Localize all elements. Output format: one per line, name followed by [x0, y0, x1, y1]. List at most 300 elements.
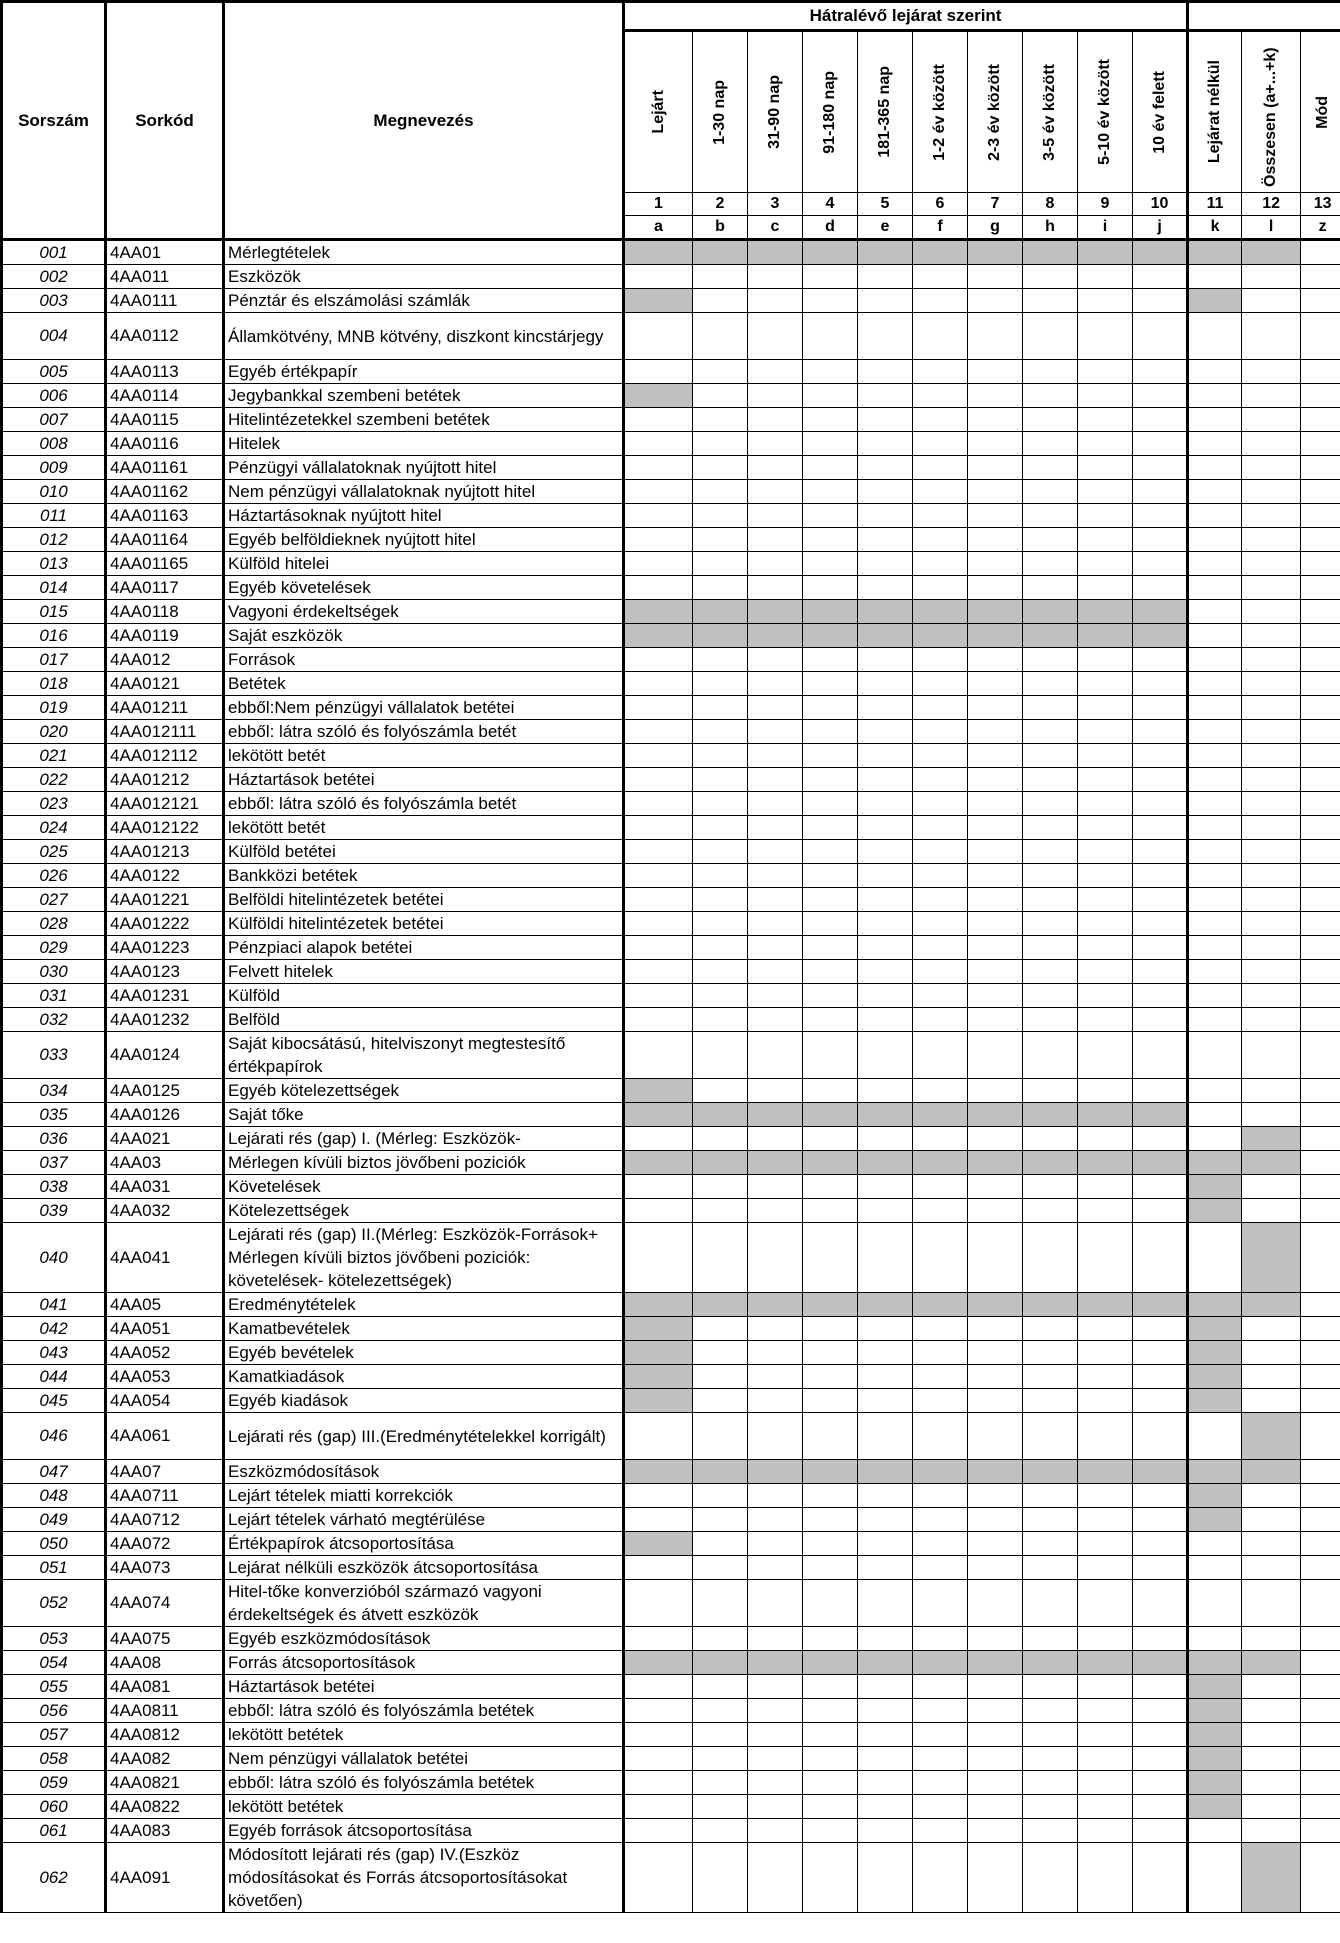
- input-cell[interactable]: [1242, 1675, 1301, 1699]
- input-cell[interactable]: [624, 1127, 693, 1151]
- input-cell[interactable]: [1023, 696, 1078, 720]
- input-cell[interactable]: [968, 1127, 1023, 1151]
- input-cell[interactable]: [693, 1747, 748, 1771]
- input-cell[interactable]: [803, 1699, 858, 1723]
- input-cell[interactable]: [1023, 912, 1078, 936]
- input-cell[interactable]: [968, 1771, 1023, 1795]
- input-cell[interactable]: [913, 408, 968, 432]
- input-cell[interactable]: [913, 504, 968, 528]
- input-cell[interactable]: [1242, 1627, 1301, 1651]
- input-cell[interactable]: [1078, 1032, 1133, 1079]
- input-cell[interactable]: [968, 1484, 1023, 1508]
- input-cell[interactable]: [913, 1199, 968, 1223]
- input-cell[interactable]: [1301, 1675, 1340, 1699]
- input-cell[interactable]: [1242, 1199, 1301, 1223]
- input-cell[interactable]: [968, 480, 1023, 504]
- input-cell[interactable]: [624, 1008, 693, 1032]
- input-cell[interactable]: [1188, 792, 1242, 816]
- input-cell[interactable]: [1133, 1747, 1188, 1771]
- input-cell[interactable]: [1242, 840, 1301, 864]
- input-cell[interactable]: [1023, 1723, 1078, 1747]
- input-cell[interactable]: [913, 480, 968, 504]
- input-cell[interactable]: [858, 840, 913, 864]
- input-cell[interactable]: [913, 313, 968, 360]
- input-cell[interactable]: [1023, 1843, 1078, 1913]
- input-cell[interactable]: [1188, 1627, 1242, 1651]
- input-cell[interactable]: [624, 960, 693, 984]
- input-cell[interactable]: [913, 552, 968, 576]
- input-cell[interactable]: [968, 816, 1023, 840]
- input-cell[interactable]: [1023, 1699, 1078, 1723]
- input-cell[interactable]: [803, 1127, 858, 1151]
- input-cell[interactable]: [624, 408, 693, 432]
- input-cell[interactable]: [1188, 1079, 1242, 1103]
- input-cell[interactable]: [913, 456, 968, 480]
- input-cell[interactable]: [1078, 1223, 1133, 1293]
- input-cell[interactable]: [748, 864, 803, 888]
- input-cell[interactable]: [1301, 1484, 1340, 1508]
- input-cell[interactable]: [1133, 1223, 1188, 1293]
- input-cell[interactable]: [803, 360, 858, 384]
- input-cell[interactable]: [968, 1317, 1023, 1341]
- input-cell[interactable]: [968, 1819, 1023, 1843]
- input-cell[interactable]: [1078, 960, 1133, 984]
- input-cell[interactable]: [1301, 1199, 1340, 1223]
- input-cell[interactable]: [693, 432, 748, 456]
- input-cell[interactable]: [1078, 1723, 1133, 1747]
- input-cell[interactable]: [968, 1580, 1023, 1627]
- input-cell[interactable]: [1078, 1413, 1133, 1460]
- input-cell[interactable]: [748, 265, 803, 289]
- input-cell[interactable]: [1242, 888, 1301, 912]
- input-cell[interactable]: [748, 1771, 803, 1795]
- input-cell[interactable]: [748, 1795, 803, 1819]
- input-cell[interactable]: [913, 1771, 968, 1795]
- input-cell[interactable]: [693, 1317, 748, 1341]
- input-cell[interactable]: [913, 1365, 968, 1389]
- input-cell[interactable]: [1188, 360, 1242, 384]
- input-cell[interactable]: [1242, 1389, 1301, 1413]
- input-cell[interactable]: [858, 1795, 913, 1819]
- input-cell[interactable]: [803, 456, 858, 480]
- input-cell[interactable]: [1301, 528, 1340, 552]
- input-cell[interactable]: [913, 672, 968, 696]
- input-cell[interactable]: [1023, 936, 1078, 960]
- input-cell[interactable]: [693, 360, 748, 384]
- input-cell[interactable]: [1023, 1819, 1078, 1843]
- input-cell[interactable]: [748, 1699, 803, 1723]
- input-cell[interactable]: [1188, 864, 1242, 888]
- input-cell[interactable]: [858, 1675, 913, 1699]
- input-cell[interactable]: [1301, 984, 1340, 1008]
- input-cell[interactable]: [858, 816, 913, 840]
- input-cell[interactable]: [1133, 1389, 1188, 1413]
- input-cell[interactable]: [1078, 360, 1133, 384]
- input-cell[interactable]: [1242, 864, 1301, 888]
- input-cell[interactable]: [858, 912, 913, 936]
- input-cell[interactable]: [693, 1771, 748, 1795]
- input-cell[interactable]: [1078, 1675, 1133, 1699]
- input-cell[interactable]: [1242, 720, 1301, 744]
- input-cell[interactable]: [1133, 1843, 1188, 1913]
- input-cell[interactable]: [1133, 528, 1188, 552]
- input-cell[interactable]: [1188, 984, 1242, 1008]
- input-cell[interactable]: [1242, 1795, 1301, 1819]
- input-cell[interactable]: [858, 1747, 913, 1771]
- input-cell[interactable]: [1188, 1223, 1242, 1293]
- input-cell[interactable]: [1188, 1843, 1242, 1913]
- input-cell[interactable]: [1188, 600, 1242, 624]
- input-cell[interactable]: [1023, 408, 1078, 432]
- input-cell[interactable]: [1023, 672, 1078, 696]
- input-cell[interactable]: [858, 504, 913, 528]
- input-cell[interactable]: [624, 696, 693, 720]
- input-cell[interactable]: [1133, 1675, 1188, 1699]
- input-cell[interactable]: [968, 1699, 1023, 1723]
- input-cell[interactable]: [1301, 1723, 1340, 1747]
- input-cell[interactable]: [1301, 1103, 1340, 1127]
- input-cell[interactable]: [1301, 648, 1340, 672]
- input-cell[interactable]: [693, 528, 748, 552]
- input-cell[interactable]: [1133, 792, 1188, 816]
- input-cell[interactable]: [624, 1723, 693, 1747]
- input-cell[interactable]: [913, 816, 968, 840]
- input-cell[interactable]: [1188, 576, 1242, 600]
- input-cell[interactable]: [624, 360, 693, 384]
- input-cell[interactable]: [913, 384, 968, 408]
- input-cell[interactable]: [968, 1723, 1023, 1747]
- input-cell[interactable]: [1133, 432, 1188, 456]
- input-cell[interactable]: [748, 648, 803, 672]
- input-cell[interactable]: [1242, 1723, 1301, 1747]
- input-cell[interactable]: [858, 313, 913, 360]
- input-cell[interactable]: [968, 456, 1023, 480]
- input-cell[interactable]: [968, 1008, 1023, 1032]
- input-cell[interactable]: [693, 1580, 748, 1627]
- input-cell[interactable]: [748, 744, 803, 768]
- input-cell[interactable]: [1242, 744, 1301, 768]
- input-cell[interactable]: [858, 1723, 913, 1747]
- input-cell[interactable]: [693, 984, 748, 1008]
- input-cell[interactable]: [913, 1127, 968, 1151]
- input-cell[interactable]: [1078, 720, 1133, 744]
- input-cell[interactable]: [1023, 480, 1078, 504]
- input-cell[interactable]: [748, 480, 803, 504]
- input-cell[interactable]: [1133, 744, 1188, 768]
- input-cell[interactable]: [968, 984, 1023, 1008]
- input-cell[interactable]: [624, 672, 693, 696]
- input-cell[interactable]: [1242, 696, 1301, 720]
- input-cell[interactable]: [968, 1365, 1023, 1389]
- input-cell[interactable]: [968, 1843, 1023, 1913]
- input-cell[interactable]: [748, 1484, 803, 1508]
- input-cell[interactable]: [968, 888, 1023, 912]
- input-cell[interactable]: [1188, 552, 1242, 576]
- input-cell[interactable]: [1242, 1317, 1301, 1341]
- input-cell[interactable]: [693, 864, 748, 888]
- input-cell[interactable]: [693, 816, 748, 840]
- input-cell[interactable]: [968, 408, 1023, 432]
- input-cell[interactable]: [968, 576, 1023, 600]
- input-cell[interactable]: [1301, 265, 1340, 289]
- input-cell[interactable]: [968, 1556, 1023, 1580]
- input-cell[interactable]: [1133, 768, 1188, 792]
- input-cell[interactable]: [1242, 792, 1301, 816]
- input-cell[interactable]: [624, 888, 693, 912]
- input-cell[interactable]: [1188, 408, 1242, 432]
- input-cell[interactable]: [913, 1317, 968, 1341]
- input-cell[interactable]: [1301, 1008, 1340, 1032]
- input-cell[interactable]: [913, 1413, 968, 1460]
- input-cell[interactable]: [748, 1556, 803, 1580]
- input-cell[interactable]: [1078, 648, 1133, 672]
- input-cell[interactable]: [1188, 1819, 1242, 1843]
- input-cell[interactable]: [803, 504, 858, 528]
- input-cell[interactable]: [1133, 1199, 1188, 1223]
- input-cell[interactable]: [803, 1413, 858, 1460]
- input-cell[interactable]: [693, 1819, 748, 1843]
- input-cell[interactable]: [968, 432, 1023, 456]
- input-cell[interactable]: [1023, 1747, 1078, 1771]
- input-cell[interactable]: [803, 1843, 858, 1913]
- input-cell[interactable]: [858, 1508, 913, 1532]
- input-cell[interactable]: [1023, 1413, 1078, 1460]
- input-cell[interactable]: [1188, 456, 1242, 480]
- input-cell[interactable]: [858, 984, 913, 1008]
- input-cell[interactable]: [858, 1627, 913, 1651]
- input-cell[interactable]: [748, 384, 803, 408]
- input-cell[interactable]: [1078, 1389, 1133, 1413]
- input-cell[interactable]: [968, 912, 1023, 936]
- input-cell[interactable]: [968, 504, 1023, 528]
- input-cell[interactable]: [858, 384, 913, 408]
- input-cell[interactable]: [1078, 1079, 1133, 1103]
- input-cell[interactable]: [693, 1127, 748, 1151]
- input-cell[interactable]: [1301, 384, 1340, 408]
- input-cell[interactable]: [968, 289, 1023, 313]
- input-cell[interactable]: [1023, 552, 1078, 576]
- input-cell[interactable]: [748, 408, 803, 432]
- input-cell[interactable]: [748, 840, 803, 864]
- input-cell[interactable]: [1242, 1365, 1301, 1389]
- input-cell[interactable]: [803, 672, 858, 696]
- input-cell[interactable]: [1301, 1389, 1340, 1413]
- input-cell[interactable]: [1023, 1079, 1078, 1103]
- input-cell[interactable]: [748, 672, 803, 696]
- input-cell[interactable]: [693, 456, 748, 480]
- input-cell[interactable]: [1023, 1389, 1078, 1413]
- input-cell[interactable]: [803, 912, 858, 936]
- input-cell[interactable]: [1242, 768, 1301, 792]
- input-cell[interactable]: [1023, 720, 1078, 744]
- input-cell[interactable]: [858, 648, 913, 672]
- input-cell[interactable]: [968, 1413, 1023, 1460]
- input-cell[interactable]: [693, 408, 748, 432]
- input-cell[interactable]: [693, 672, 748, 696]
- input-cell[interactable]: [748, 720, 803, 744]
- input-cell[interactable]: [1188, 1127, 1242, 1151]
- input-cell[interactable]: [1242, 1008, 1301, 1032]
- input-cell[interactable]: [1301, 289, 1340, 313]
- input-cell[interactable]: [1023, 1771, 1078, 1795]
- input-cell[interactable]: [1301, 456, 1340, 480]
- input-cell[interactable]: [1023, 1365, 1078, 1389]
- input-cell[interactable]: [1242, 265, 1301, 289]
- input-cell[interactable]: [1188, 744, 1242, 768]
- input-cell[interactable]: [1301, 1532, 1340, 1556]
- input-cell[interactable]: [1023, 384, 1078, 408]
- input-cell[interactable]: [913, 912, 968, 936]
- input-cell[interactable]: [1301, 313, 1340, 360]
- input-cell[interactable]: [1133, 552, 1188, 576]
- input-cell[interactable]: [624, 840, 693, 864]
- input-cell[interactable]: [1023, 792, 1078, 816]
- input-cell[interactable]: [803, 528, 858, 552]
- input-cell[interactable]: [913, 648, 968, 672]
- input-cell[interactable]: [1301, 912, 1340, 936]
- input-cell[interactable]: [693, 552, 748, 576]
- input-cell[interactable]: [748, 1317, 803, 1341]
- input-cell[interactable]: [1133, 696, 1188, 720]
- input-cell[interactable]: [1023, 1675, 1078, 1699]
- input-cell[interactable]: [803, 744, 858, 768]
- input-cell[interactable]: [1301, 1079, 1340, 1103]
- input-cell[interactable]: [858, 1580, 913, 1627]
- input-cell[interactable]: [693, 744, 748, 768]
- input-cell[interactable]: [1301, 432, 1340, 456]
- input-cell[interactable]: [1023, 1532, 1078, 1556]
- input-cell[interactable]: [748, 1199, 803, 1223]
- input-cell[interactable]: [858, 1079, 913, 1103]
- input-cell[interactable]: [1301, 1341, 1340, 1365]
- input-cell[interactable]: [1188, 816, 1242, 840]
- input-cell[interactable]: [1188, 720, 1242, 744]
- input-cell[interactable]: [1078, 672, 1133, 696]
- input-cell[interactable]: [1301, 840, 1340, 864]
- input-cell[interactable]: [803, 1556, 858, 1580]
- input-cell[interactable]: [803, 1008, 858, 1032]
- input-cell[interactable]: [1133, 456, 1188, 480]
- input-cell[interactable]: [1301, 864, 1340, 888]
- input-cell[interactable]: [1133, 1795, 1188, 1819]
- input-cell[interactable]: [748, 1032, 803, 1079]
- input-cell[interactable]: [1078, 1127, 1133, 1151]
- input-cell[interactable]: [858, 1484, 913, 1508]
- input-cell[interactable]: [858, 1317, 913, 1341]
- input-cell[interactable]: [1188, 1008, 1242, 1032]
- input-cell[interactable]: [1133, 1627, 1188, 1651]
- input-cell[interactable]: [1023, 840, 1078, 864]
- input-cell[interactable]: [1301, 936, 1340, 960]
- input-cell[interactable]: [803, 984, 858, 1008]
- input-cell[interactable]: [1023, 1175, 1078, 1199]
- input-cell[interactable]: [693, 1079, 748, 1103]
- input-cell[interactable]: [1078, 1199, 1133, 1223]
- input-cell[interactable]: [748, 552, 803, 576]
- input-cell[interactable]: [1023, 1127, 1078, 1151]
- input-cell[interactable]: [968, 960, 1023, 984]
- input-cell[interactable]: [913, 744, 968, 768]
- input-cell[interactable]: [858, 1389, 913, 1413]
- input-cell[interactable]: [858, 792, 913, 816]
- input-cell[interactable]: [1242, 432, 1301, 456]
- input-cell[interactable]: [1133, 720, 1188, 744]
- input-cell[interactable]: [624, 768, 693, 792]
- input-cell[interactable]: [1078, 840, 1133, 864]
- input-cell[interactable]: [1301, 1175, 1340, 1199]
- input-cell[interactable]: [1023, 504, 1078, 528]
- input-cell[interactable]: [1078, 1556, 1133, 1580]
- input-cell[interactable]: [693, 1508, 748, 1532]
- input-cell[interactable]: [1188, 648, 1242, 672]
- input-cell[interactable]: [1301, 240, 1340, 265]
- input-cell[interactable]: [693, 480, 748, 504]
- input-cell[interactable]: [1078, 1008, 1133, 1032]
- input-cell[interactable]: [1078, 265, 1133, 289]
- input-cell[interactable]: [1242, 1175, 1301, 1199]
- input-cell[interactable]: [693, 960, 748, 984]
- input-cell[interactable]: [1301, 1699, 1340, 1723]
- input-cell[interactable]: [913, 936, 968, 960]
- input-cell[interactable]: [1078, 888, 1133, 912]
- input-cell[interactable]: [1242, 408, 1301, 432]
- input-cell[interactable]: [803, 1747, 858, 1771]
- input-cell[interactable]: [1078, 1484, 1133, 1508]
- input-cell[interactable]: [913, 1699, 968, 1723]
- input-cell[interactable]: [1133, 864, 1188, 888]
- input-cell[interactable]: [858, 432, 913, 456]
- input-cell[interactable]: [624, 1771, 693, 1795]
- input-cell[interactable]: [1188, 696, 1242, 720]
- input-cell[interactable]: [1023, 360, 1078, 384]
- input-cell[interactable]: [1242, 456, 1301, 480]
- input-cell[interactable]: [1023, 265, 1078, 289]
- input-cell[interactable]: [1133, 1341, 1188, 1365]
- input-cell[interactable]: [1301, 1032, 1340, 1079]
- input-cell[interactable]: [624, 792, 693, 816]
- input-cell[interactable]: [1078, 1819, 1133, 1843]
- input-cell[interactable]: [1023, 864, 1078, 888]
- input-cell[interactable]: [693, 1843, 748, 1913]
- input-cell[interactable]: [1078, 1317, 1133, 1341]
- input-cell[interactable]: [748, 1580, 803, 1627]
- input-cell[interactable]: [1188, 313, 1242, 360]
- input-cell[interactable]: [858, 1223, 913, 1293]
- input-cell[interactable]: [624, 936, 693, 960]
- input-cell[interactable]: [858, 1556, 913, 1580]
- input-cell[interactable]: [858, 1771, 913, 1795]
- input-cell[interactable]: [1301, 888, 1340, 912]
- input-cell[interactable]: [1133, 1413, 1188, 1460]
- input-cell[interactable]: [693, 1532, 748, 1556]
- input-cell[interactable]: [803, 1032, 858, 1079]
- input-cell[interactable]: [624, 456, 693, 480]
- input-cell[interactable]: [1023, 528, 1078, 552]
- input-cell[interactable]: [858, 1365, 913, 1389]
- input-cell[interactable]: [748, 1365, 803, 1389]
- input-cell[interactable]: [858, 720, 913, 744]
- input-cell[interactable]: [624, 552, 693, 576]
- input-cell[interactable]: [1301, 1843, 1340, 1913]
- input-cell[interactable]: [1023, 960, 1078, 984]
- input-cell[interactable]: [803, 1675, 858, 1699]
- input-cell[interactable]: [1133, 816, 1188, 840]
- input-cell[interactable]: [913, 960, 968, 984]
- input-cell[interactable]: [693, 1699, 748, 1723]
- input-cell[interactable]: [803, 552, 858, 576]
- input-cell[interactable]: [803, 384, 858, 408]
- input-cell[interactable]: [1133, 1819, 1188, 1843]
